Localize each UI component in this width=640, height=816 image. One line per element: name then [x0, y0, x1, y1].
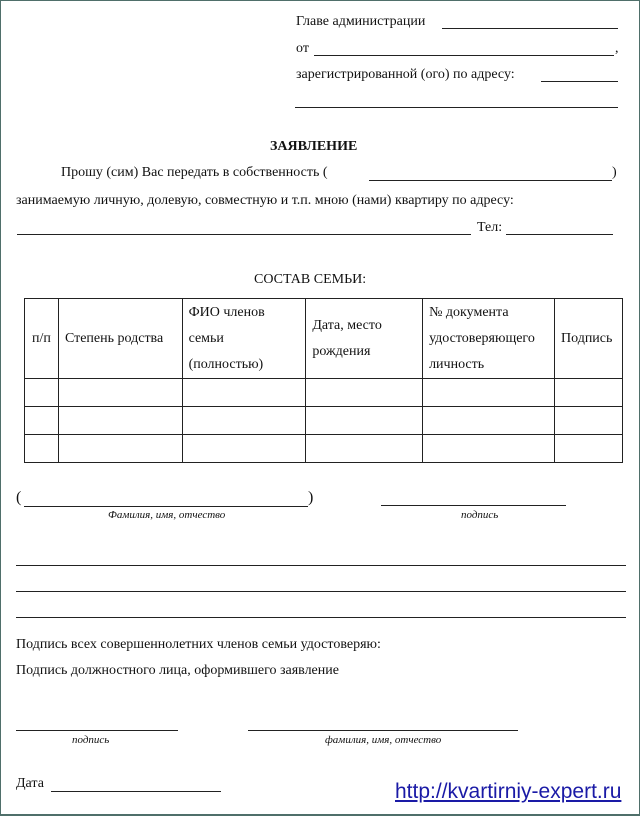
signature-caption: подпись	[461, 509, 499, 521]
official-signature-field[interactable]	[16, 730, 178, 731]
fio-close-paren: )	[308, 489, 314, 506]
ownership-type-field[interactable]	[369, 180, 612, 181]
col-birth: Дата, место рождения	[306, 299, 423, 379]
table-cell[interactable]	[58, 407, 182, 435]
fio-caption: Фамилия, имя, отчество	[108, 509, 226, 521]
table-cell[interactable]	[25, 435, 59, 463]
free-line-1[interactable]	[16, 565, 626, 566]
applicant-signature-field[interactable]	[381, 505, 566, 506]
admin-name-field[interactable]	[442, 28, 618, 29]
table-cell[interactable]	[182, 435, 306, 463]
free-line-2[interactable]	[16, 591, 626, 592]
table-cell[interactable]	[25, 407, 59, 435]
from-comma: ,	[615, 41, 619, 56]
tel-field[interactable]	[506, 234, 613, 235]
table-cell[interactable]	[423, 407, 555, 435]
official-fio-field[interactable]	[248, 730, 518, 731]
table-cell[interactable]	[423, 379, 555, 407]
certify-text: Подпись всех совершеннолетних членов семьи удостоверяю:	[16, 637, 381, 652]
applicant-fio-field[interactable]	[24, 506, 308, 507]
document-title: ЗАЯВЛЕНИЕ	[270, 139, 358, 154]
table-cell[interactable]	[58, 379, 182, 407]
address-field-1[interactable]	[541, 81, 618, 82]
watermark-link[interactable]: http://kvartirniy-expert.ru	[395, 780, 622, 803]
table-row	[25, 379, 623, 407]
table-cell[interactable]	[306, 435, 423, 463]
official-fio-caption: фамилия, имя, отчество	[325, 734, 442, 746]
table-cell[interactable]	[25, 379, 59, 407]
request-close-paren: )	[612, 165, 617, 180]
col-relation: Степень родства	[58, 299, 182, 379]
from-label: от	[296, 41, 309, 56]
table-row	[25, 435, 623, 463]
table-cell[interactable]	[182, 407, 306, 435]
date-label: Дата	[16, 776, 44, 791]
table-cell[interactable]	[306, 407, 423, 435]
applicant-name-field[interactable]	[314, 55, 614, 56]
table-cell[interactable]	[554, 379, 622, 407]
col-signature: Подпись	[554, 299, 622, 379]
table-cell[interactable]	[306, 379, 423, 407]
official-text: Подпись должностного лица, оформившего заявление	[16, 663, 339, 678]
table-row	[25, 407, 623, 435]
apartment-text: занимаемую личную, долевую, совместную и т.п. мною (нами) квартиру по адресу:	[16, 193, 514, 208]
free-line-3[interactable]	[16, 617, 626, 618]
address-field-2[interactable]	[295, 107, 618, 108]
table-cell[interactable]	[423, 435, 555, 463]
table-cell[interactable]	[554, 407, 622, 435]
date-field[interactable]	[51, 791, 221, 792]
col-document: № документа удостоверяющего личность	[423, 299, 555, 379]
col-fio: ФИО членов семьи (полностью)	[182, 299, 306, 379]
apartment-address-field[interactable]	[17, 234, 471, 235]
table-cell[interactable]	[554, 435, 622, 463]
request-text: Прошу (сим) Вас передать в собственность (	[61, 165, 328, 180]
registered-label: зарегистрированной (ого) по адресу:	[296, 67, 515, 82]
col-number: п/п	[25, 299, 59, 379]
table-cell[interactable]	[58, 435, 182, 463]
tel-label: Тел:	[477, 220, 503, 235]
table-header-row	[25, 299, 623, 379]
family-title: СОСТАВ СЕМЬИ:	[254, 272, 367, 287]
to-admin-label: Главе администрации	[296, 14, 426, 29]
fio-open-paren: (	[16, 489, 22, 506]
family-table	[24, 298, 623, 463]
official-signature-caption: подпись	[72, 734, 110, 746]
table-cell[interactable]	[182, 379, 306, 407]
